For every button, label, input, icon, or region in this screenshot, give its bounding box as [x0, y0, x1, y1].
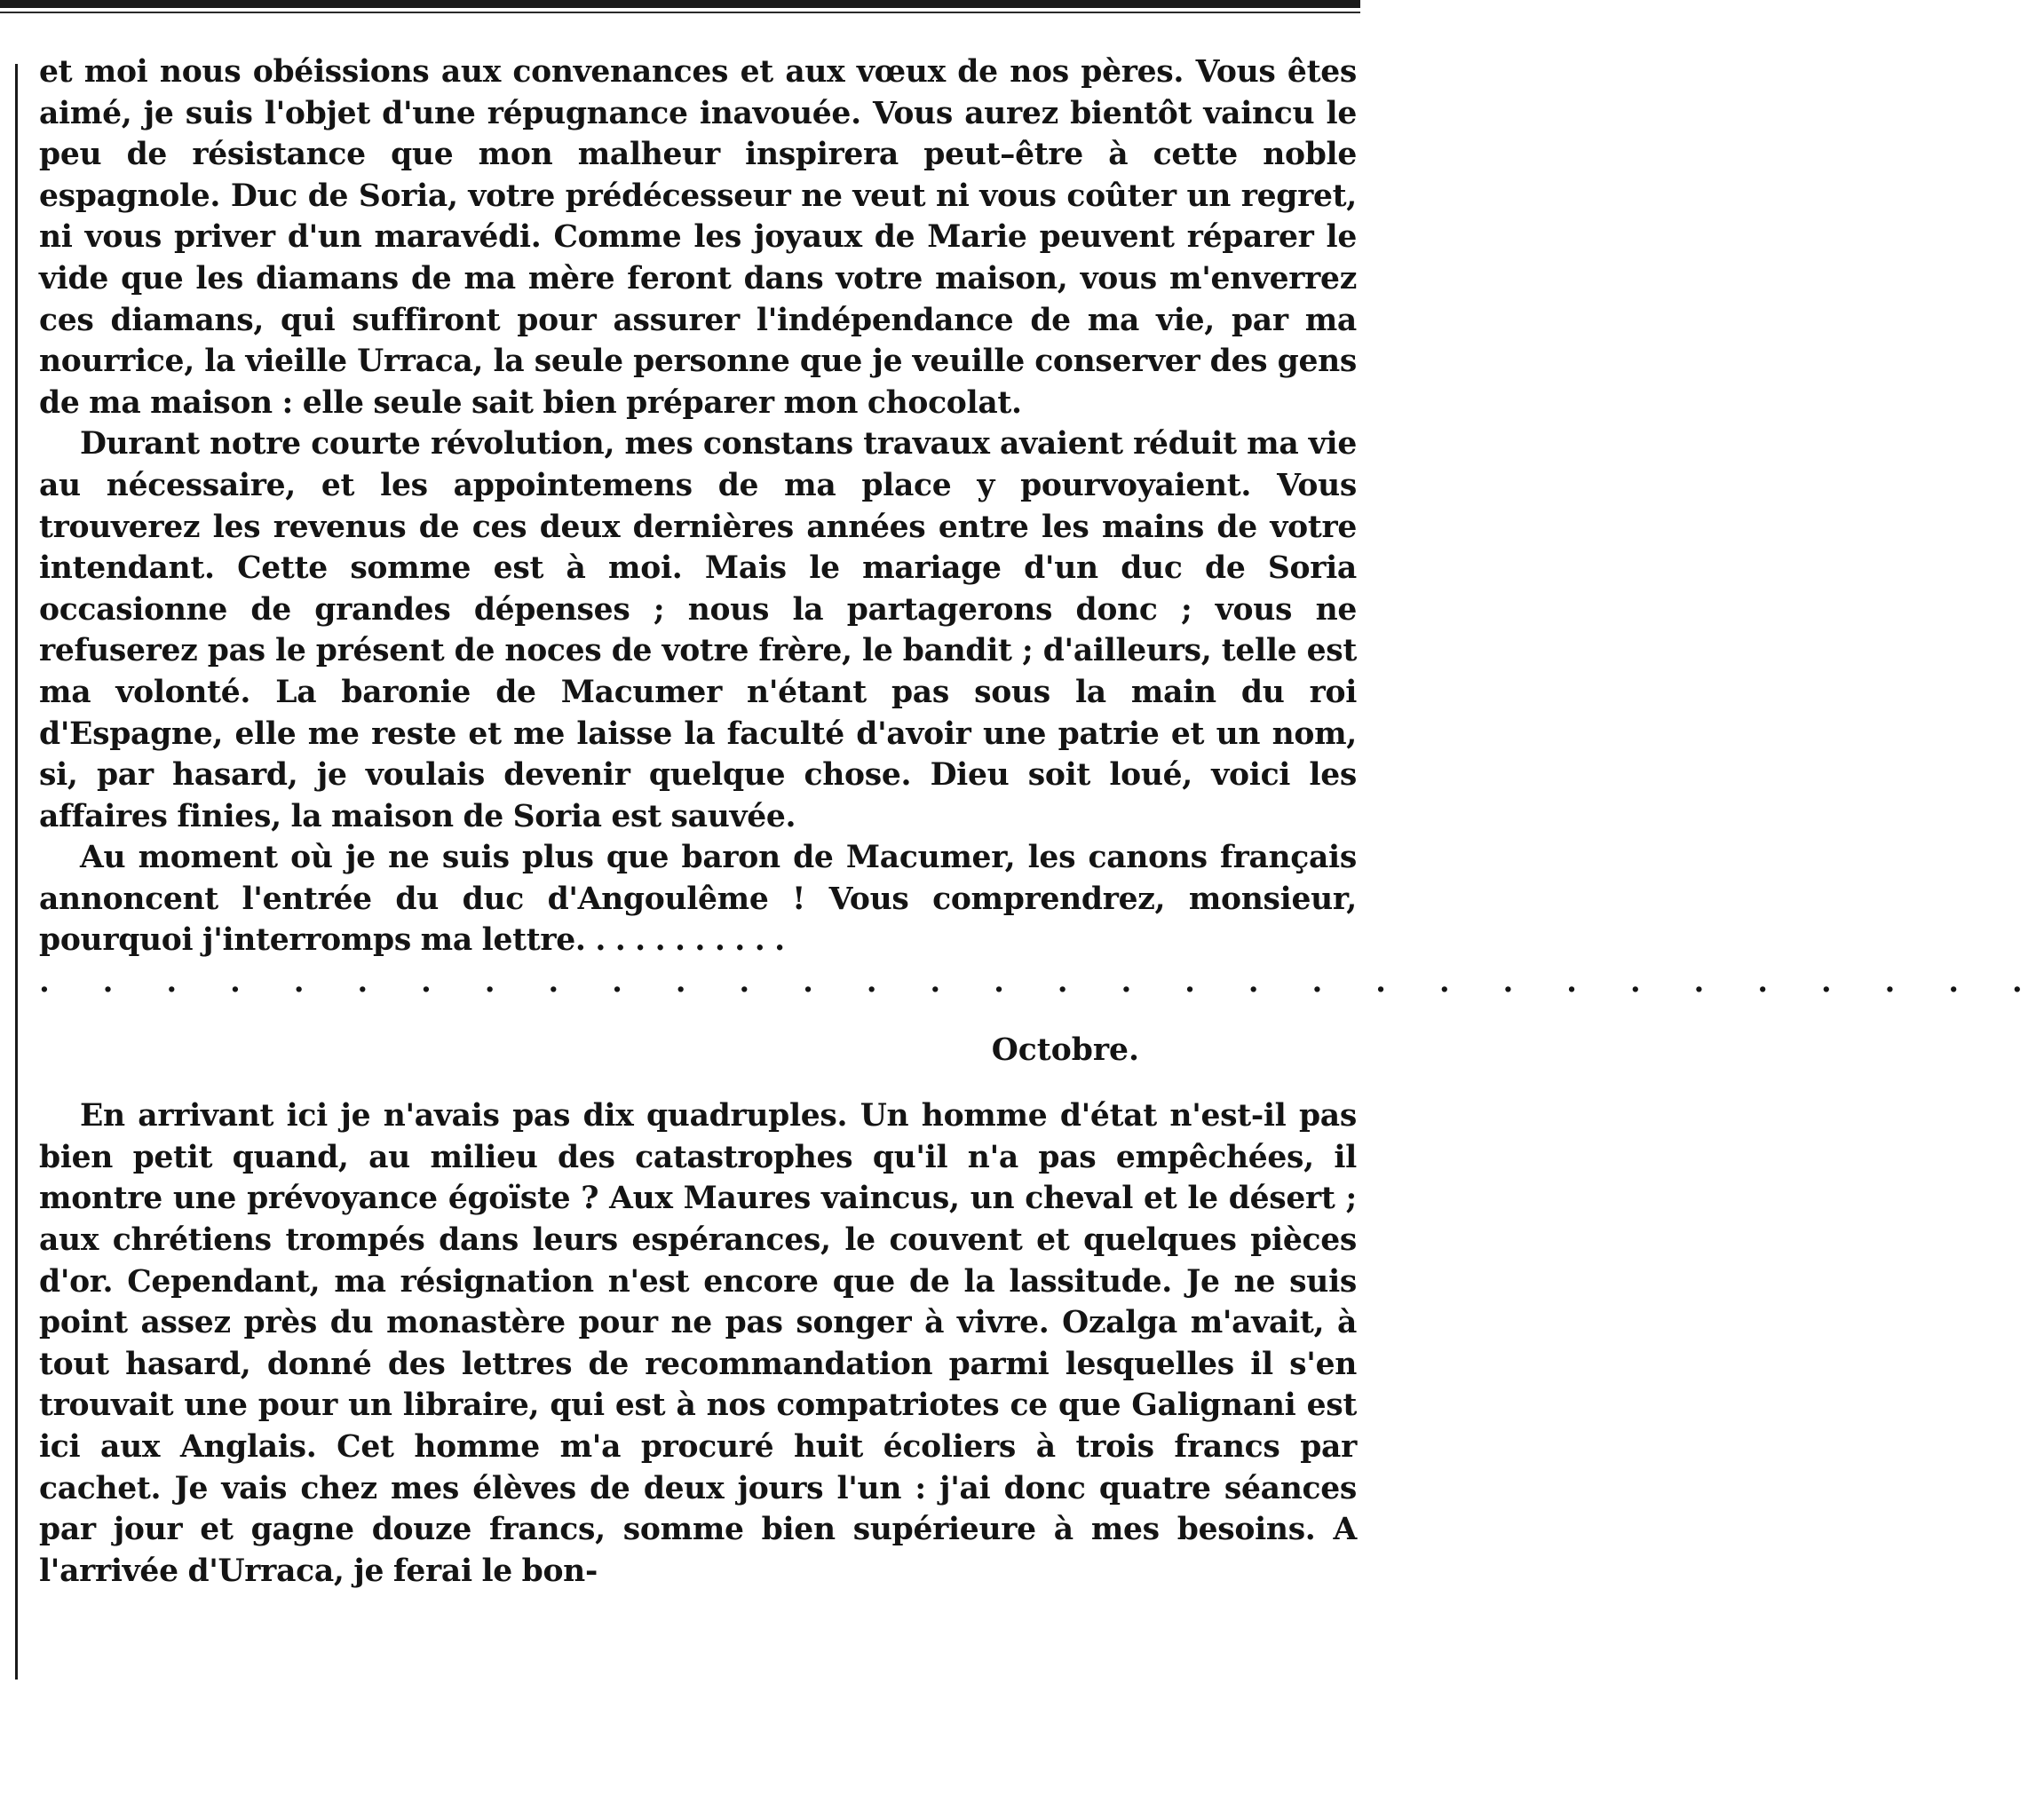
paragraph-2: Durant notre courte révolution, mes constans travaux avaient réduit ma vie au nécessaire, et les appointemens de ma place y pourvoyaient. Vous trouverez les revenus de ces deux dernières années entre les mains de votre intendant. Cette somme est à moi. Mais le mariage d'un duc de Soria occasionne de grandes dépenses ; nous la partagerons donc ; vous ne refuserez pas le présent de noces de votre frère, le bandit ; d'ailleurs, telle est ma volonté. La baronie de Macumer n'étant pas sous la main du roi d'Espagne, elle me reste et me laisse la faculté d'avoir une patrie et un nom, si, par hasard, je voulais devenir quelque chose. Dieu soit loué, voici les affaires finies, la maison de Soria est sauvée.: [39, 426, 1357, 834]
column-rule-left: [15, 64, 18, 1680]
text-column: [39, 51, 2044, 1592]
dot-leader-line: . . . . . . . . . . . . . . . . . . . . . . . . . . . . . . . .: [39, 964, 2044, 1000]
paragraph-3: Au moment où je ne suis plus que baron de Macumer, les canons français annoncent l'entrée du duc d'Angoulême ! Vous comprendrez, monsieur, pourquoi j'interromps ma lettre. . . . . . . . . . .: [39, 840, 1357, 959]
date-heading: Octobre.: [991, 1032, 1139, 1068]
paragraph-4: En arrivant ici je n'avais pas dix quadruples. Un homme d'état n'est-il pas bien petit quand, au milieu des catastrophes qu'il n'a pas empêchées, il montre une prévoyance égoïste ? Aux Maures vaincus, un cheval et le désert ; aux chrétiens trompés dans leurs espérances, le couvent et quelques pièces d'or. Cependant, ma résignation n'est encore que de la lassitude. Je ne suis point assez près du monastère pour ne pas songer à vivre. Ozalga m'avait, à tout hasard, donné des lettres de recommandation parmi lesquelles il s'en trouvait une pour un libraire, qui est à nos compatriotes ce que Galignani est ici aux Anglais. Cet homme m'a procuré huit écoliers à trois francs par cachet. Je vais chez mes élèves de deux jours l'un : j'ai donc quatre séances par jour et gagne douze francs, somme bien supérieure à mes besoins. A l'arrivée d'Urraca, je ferai le bon-: [39, 1098, 1357, 1589]
paragraph-1: et moi nous obéissions aux convenances et aux vœux de nos pères. Vous êtes aimé, je suis l'objet d'une répugnance inavouée. Vous aurez bientôt vaincu le peu de résistance que mon malheur inspirera peut–être à cette noble espagnole. Duc de Soria, votre prédécesseur ne veut ni vous coûter un regret, ni vous priver d'un maravédi. Comme les joyaux de Marie peuvent réparer le vide que les diamans de ma mère feront dans votre maison, vous m'enverrez ces diamans, qui suffiront pour assurer l'indépendance de ma vie, par ma nourrice, la vieille Urraca, la seule personne que je veuille conserver des gens de ma maison : elle seule sait bien préparer mon chocolat.: [39, 54, 1357, 421]
top-rule-thick: [0, 0, 1360, 8]
top-rule-thin: [0, 12, 1360, 13]
